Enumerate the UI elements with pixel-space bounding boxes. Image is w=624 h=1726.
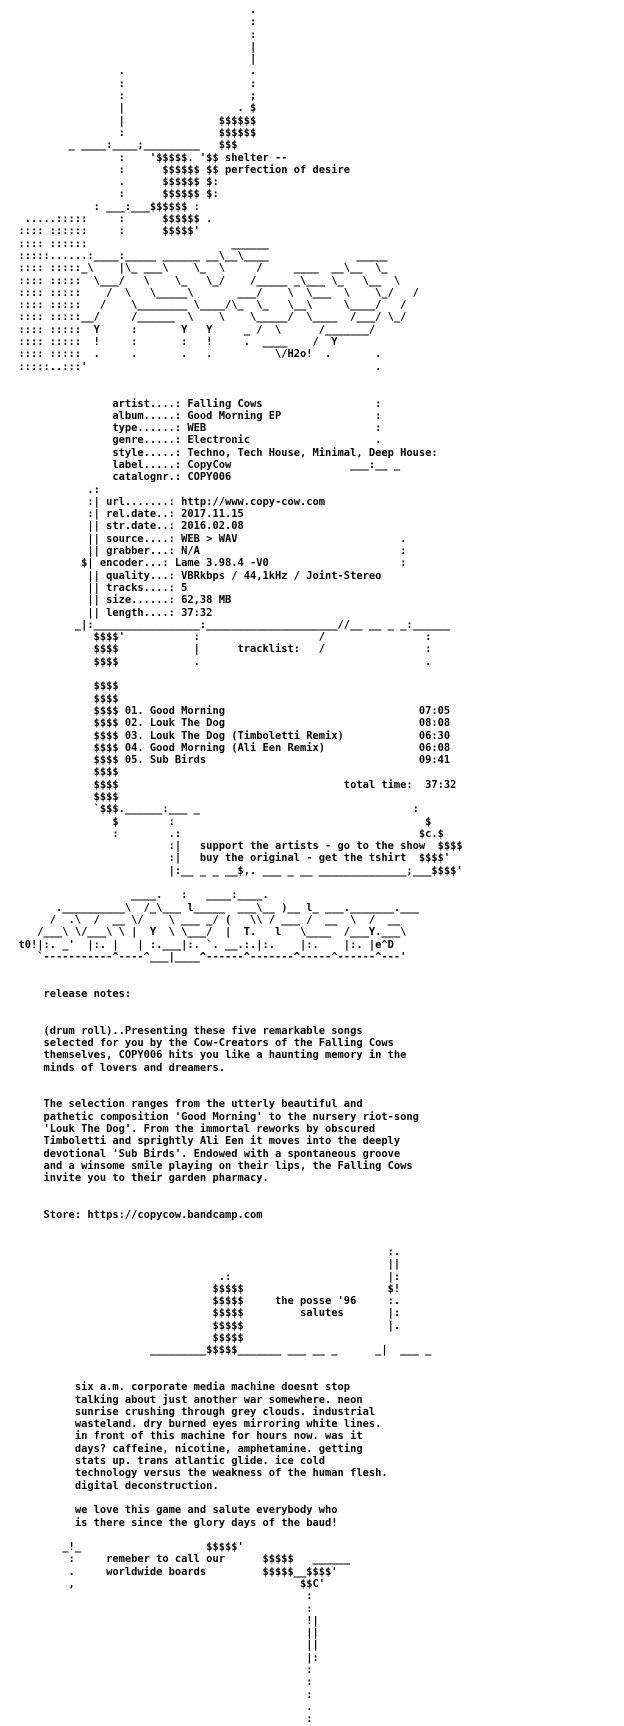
- footer-art: _!_ $$$$$' : remeber to call our $$$$$ ______ . worldwide boards $$$$$__$$$$' , $$C' : : !| || || |: : : : . :: [62, 1541, 351, 1726]
- release-notes-paragraph-2: The selection ranges from the utterly beautiful and pathetic composition 'Good Morning' to the nursery riot-song 'Louk The Dog'. From the immortal reworks by obscured Timboletti and sprightly Ali Een it moves into the deeply devotional 'Sub Birds'. Endowed with a spontaneous groove and a winsome smile playing on their lips, the Falling Cows invite you to their garden pharmacy.: [43, 1098, 419, 1185]
- posse-header-art: :. || .: |: $$$$$ $! $$$$$ the posse '96 :. $$$$$ salutes |: $$$$$ |. $$$$$ _________$$$$$_______ ___ __ _ _| ___ _: [149, 1245, 432, 1357]
- tracklist: $$$$ $$$$ $$$$ 01. Good Morning 07:05 $$$$ 02. Louk The Dog 08:08 $$$$ 03. Louk The Dog (Timboletti Remix) 06:30 $$$$ 04. Good Morning (Ali Een Remix) 06:08 $$$$ 05. Sub Birds 09:41 $$$$ $$$$ total time: 37:32 $$$$ `$$$.______:___ _ : $ : $ : .: $c.$ :| support the artists - go to the show $$$$ :| buy the original - get the tshirt $$$$' |:__ _ _ __$,. ___ _ __ ______________;___$$$$': [93, 680, 463, 877]
- release-notes-paragraph-1: (drum roll)..Presenting these five remarkable songs selected for you by the Cow-Creators of the Falling Cows themselves, COPY006 hits you like a haunting memory in the minds of lovers and dreamers.: [43, 1024, 407, 1074]
- cyber-logo-art: ____. : ____:____. .__________\ /_\___ l_____ ___\__ )__ l_ ___._______.___ / .\ / __ \/ \ ___ _/ ( \\ / ___ / __ \ / __ /___\ \/___\ \ | Y \ \___/ | T. l \____ /___Y.___\ t0!|:. _' |:. | | :.___|:. `. __.:.|:. |:. |:. |e^D `-----------^----^___|____^------^-------^-----^------^---': [18, 889, 419, 963]
- logo-art: . : : | | . . : : : ; | . $ | $$$$$$ : $$$$$$ _ ____:____;_________ $$$ : '$$$$$. '$$ shelter -- : $$$$$$ $$ perfection of desire . $$$$$$ $: : $$$$$$ $: : ___:___$$$$$$ : .....::::: : $$$$$$ . :::: :::::: : $$$$$' :::: :::::: ______ :::::......:____:_____ ______ __\__\____ _____ :::: :::::_\ |\_ ___\ \_ \ / ____ __\__ \_ :::: ::::: \___/ \ \_ \_/ /_____ _\___ \_ \__ \ :::: ::::: / \ \_____\ ___/ \ \___ \ \_/ / :::: ::::: / \________ \____/\_ \_ \__\ \____/ / :::: :::::__/ /______ \ \ \_____/ \____ /___/ \_/ :::: ::::: Y : Y Y _ / \ /_______/ :::: ::::: ! : : ! . ____ / Y :::: ::::: . . . . \/H2o! . . :::::..:::' .: [18, 4, 419, 373]
- posse-text: six a.m. corporate media machine doesnt stop talking about just another war somewhere. neon sunrise crushing through grey clouds. industrial wasteland. dry burned eyes mirroring white lines. in front of this machine for hours now. was it days? caffeine, nicotine, amphetamine. getting stats up. trans atlantic glide. ice cold technology versus the weakness of the human flesh. digital deconstruction. we love this game and salute everybody who is there since the glory days of the baud!: [74, 1381, 388, 1529]
- release-info-block: artist....: Falling Cows : album.....: Good Morning EP : type......: WEB : genre.....: Electronic . style.....: Techno, Tech House, Minimal, Deep House: label.....: CopyCow ___:__ _ catalognr.: COPY006 .: :| url.......: http://www.copy-cow.com :| rel.date..: 2017.11.15 || str.date..: 2016.02.08 || source....: WEB > WAV . || grabber...: N/A : $| encoder...: Lame 3.98.4 -V0 : || quality...: VBRkbps / 44,1kHz / Joint-Stereo || tracks....: 5 || size......: 62,38 MB || length....: 37:32 _|:_________________:_____________________//__ __ _ _:______ $$$$' : / : $$$$ | tracklist: / : $$$$ . .: [74, 397, 451, 668]
- release-notes-heading: release notes:: [6, 987, 132, 1000]
- store-link[interactable]: Store: https://copycow.bandcamp.com: [6, 1209, 263, 1222]
